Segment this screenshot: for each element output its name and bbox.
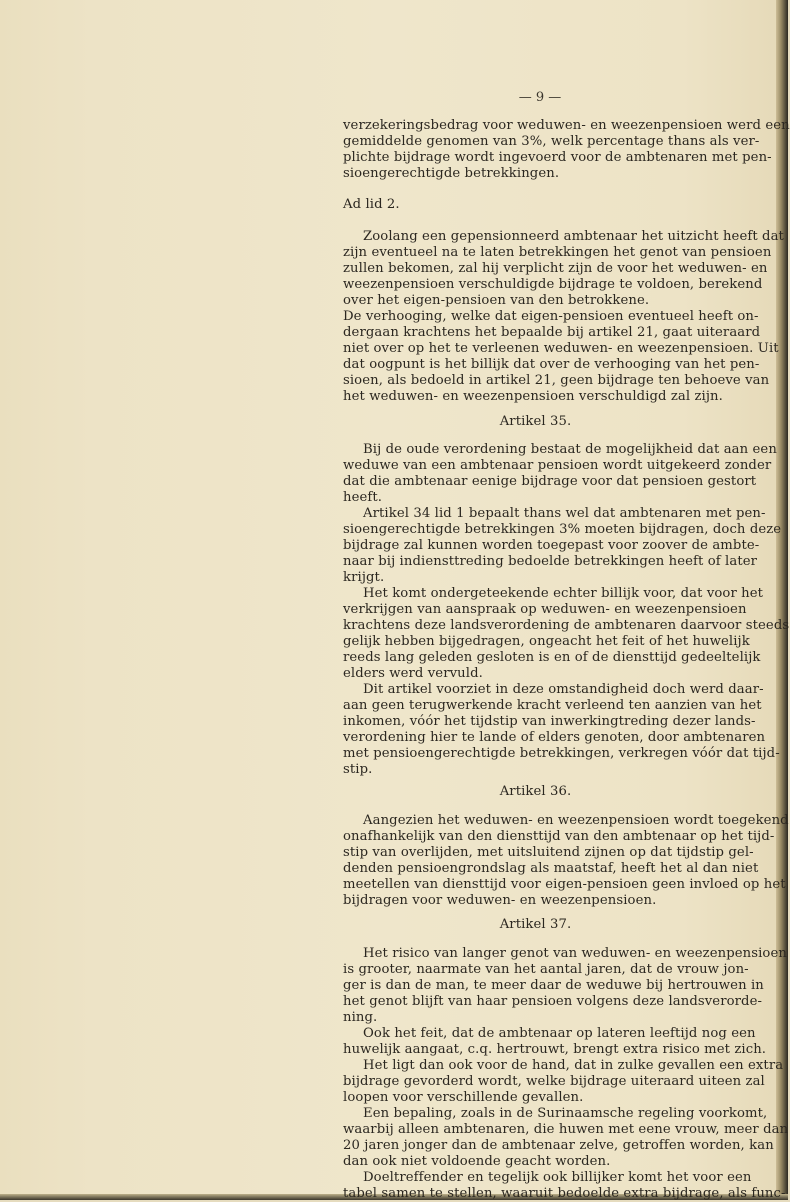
text-line: inkomen, vóór het tijdstip van inwerkingtreding dezer lands- xyxy=(343,714,756,729)
text-line: huwelijk aangaat, c.q. hertrouwt, brengt extra risico met zich. xyxy=(343,1042,767,1057)
text-line: plichte bijdrage wordt ingevoerd voor de ambtenaren met pen- xyxy=(343,150,772,165)
text-line: Bij de oude verordening bestaat de mogelijkheid dat aan een xyxy=(363,442,777,457)
text-line: reeds lang geleden gesloten is en of de diensttijd gedeeltelijk xyxy=(343,650,761,665)
text-line: verordening hier te lande of elders genoten, door ambtenaren xyxy=(343,730,766,745)
text-line: elders werd vervuld. xyxy=(343,666,483,681)
text-line: sioen, als bedoeld in artikel 21, geen bijdrage ten behoeve van xyxy=(343,373,770,388)
text-line: dat oogpunt is het billijk dat over de verhooging van het pen- xyxy=(343,357,760,372)
article-heading: Artikel 36. xyxy=(499,784,572,799)
text-line: zijn eventueel na te laten betrekkingen het genot van pensioen xyxy=(343,245,772,260)
text-line: Een bepaling, zoals in de Surinaamsche regeling voorkomt, xyxy=(363,1106,768,1121)
text-line: dergaan krachtens het bepaalde bij artikel 21, gaat uiteraard xyxy=(343,325,761,340)
text-line: loopen voor verschillende gevallen. xyxy=(343,1090,584,1105)
text-line: bijdragen voor weduwen- en weezenpensioen. xyxy=(343,893,657,908)
text-line: Artikel 34 lid 1 bepaalt thans wel dat ambtenaren met pen- xyxy=(363,506,766,521)
text-line: stip. xyxy=(343,762,373,777)
text-line: sioengerechtigde betrekkingen. xyxy=(343,166,560,181)
text-line: krachtens deze landsverordening de ambtenaren daarvoor steeds xyxy=(343,618,790,633)
text-line: waarbij alleen ambtenaren, die huwen met eene vrouw, meer dan xyxy=(343,1122,789,1137)
text-line: het weduwen- en weezenpensioen verschuldigd zal zijn. xyxy=(343,389,723,404)
text-line: Zoolang een gepensionneerd ambtenaar het uitzicht heeft dat xyxy=(363,229,784,244)
text-line: is grooter, naarmate van het aantal jaren, dat de vrouw jon- xyxy=(343,962,749,977)
text-line: Het ligt dan ook voor de hand, dat in zulke gevallen een extra xyxy=(363,1058,784,1073)
text-line: bijdrage gevorderd wordt, welke bijdrage uiteraard uiteen zal xyxy=(343,1074,765,1089)
text-line: tabel samen te stellen, waaruit bedoelde extra bijdrage, als func- xyxy=(343,1186,786,1201)
text-line: Het risico van langer genot van weduwen- en weezenpensioen xyxy=(363,946,787,961)
text-line: sioengerechtigde betrekkingen 3% moeten bijdragen, doch deze xyxy=(343,522,782,537)
text-line: met pensioengerechtigde betrekkingen, verkregen vóór dat tijd- xyxy=(343,746,780,761)
text-line: heeft. xyxy=(343,490,383,505)
text-line: over het eigen-pensioen van den betrokkene. xyxy=(343,293,650,308)
text-line: Aangezien het weduwen- en weezenpensioen wordt toegekend xyxy=(363,813,789,828)
text-line: het genot blijft van haar pensioen volgens deze landsverorde- xyxy=(343,994,763,1009)
text-line: dan ook niet voldoende geacht worden. xyxy=(343,1154,611,1169)
text-line: bijdrage zal kunnen worden toegepast voor zoover de ambte- xyxy=(343,538,760,553)
text-line: onafhankelijk van den diensttijd van den ambtenaar op het tijd- xyxy=(343,829,775,844)
text-line: Ook het feit, dat de ambtenaar op lateren leeftijd nog een xyxy=(363,1026,756,1041)
text-line: Doeltreffender en tegelijk ook billijker komt het voor een xyxy=(363,1170,752,1185)
text-line: Het komt ondergeteekende echter billijk voor, dat voor het xyxy=(363,586,764,601)
text-line: zullen bekomen, zal hij verplicht zijn de voor het weduwen- en xyxy=(343,261,768,276)
article-heading: Artikel 37. xyxy=(499,917,572,932)
text-line: aan geen terugwerkende kracht verleend ten aanzien van het xyxy=(343,698,762,713)
text-line: denden pensioengrondslag als maatstaf, heeft het al dan niet xyxy=(343,861,759,876)
text-line: verzekeringsbedrag voor weduwen- en weezenpensioen werd een xyxy=(343,118,790,133)
text-line: stip van overlijden, met uitsluitend zijnen op dat tijdstip gel- xyxy=(343,845,754,860)
text-line: weduwe van een ambtenaar pensioen wordt uitgekeerd zonder xyxy=(343,458,772,473)
text-line: ger is dan de man, te meer daar de weduwe bij hertrouwen in xyxy=(343,978,764,993)
section-heading: Ad lid 2. xyxy=(343,197,400,212)
page-number: — 9 — xyxy=(518,90,562,105)
text-line: gelijk hebben bijgedragen, ongeacht het feit of het huwelijk xyxy=(343,634,750,649)
text-line: weezenpensioen verschuldigde bijdrage te voldoen, berekend xyxy=(343,277,763,292)
text-line: dat die ambtenaar eenige bijdrage voor dat pensioen gestort xyxy=(343,474,757,489)
text-line: niet over op het te verleenen weduwen- en weezenpensioen. Uit xyxy=(343,341,779,356)
text-line: ning. xyxy=(343,1010,378,1025)
text-line: 20 jaren jonger dan de ambtenaar zelve, getroffen worden, kan xyxy=(343,1138,774,1153)
text-line: naar bij indiensttreding bedoelde betrekkingen heeft of later xyxy=(343,554,758,569)
text-line: verkrijgen van aanspraak op weduwen- en weezenpensioen xyxy=(343,602,747,617)
text-line: meetellen van diensttijd voor eigen-pensioen geen invloed op het xyxy=(343,877,786,892)
text-line: Dit artikel voorziet in deze omstandigheid doch werd daar- xyxy=(363,682,764,697)
article-heading: Artikel 35. xyxy=(499,414,572,429)
text-line: gemiddelde genomen van 3%, welk percentage thans als ver- xyxy=(343,134,760,149)
text-line: krijgt. xyxy=(343,570,385,585)
text-line: De verhooging, welke dat eigen-pensioen eventueel heeft on- xyxy=(343,309,759,324)
